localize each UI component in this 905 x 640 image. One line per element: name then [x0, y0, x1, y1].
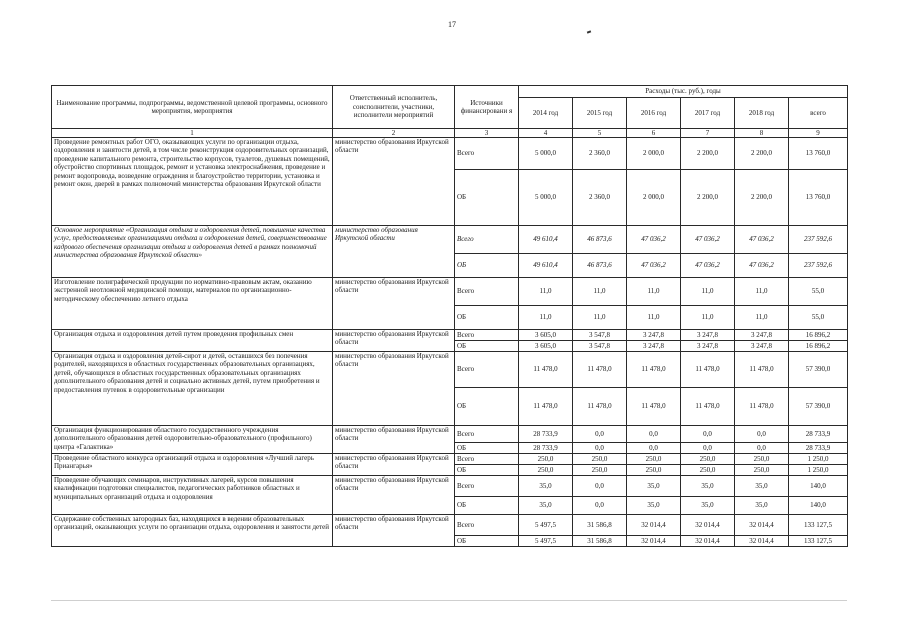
- year-value: 3 247,8: [681, 330, 735, 341]
- year-value: 32 014,4: [735, 515, 789, 536]
- year-value: 3 247,8: [627, 341, 681, 352]
- year-value: 11,0: [681, 306, 735, 330]
- year-value: 28 733,9: [519, 443, 573, 454]
- funding-source: Всего: [455, 426, 519, 443]
- measure-executor: министерство образования Иркутской области: [333, 515, 455, 547]
- total-value: 13 760,0: [789, 138, 848, 170]
- funding-source: ОБ: [455, 536, 519, 547]
- year-value: 11,0: [573, 306, 627, 330]
- table-row: [52, 352, 848, 388]
- funding-source: Всего: [455, 454, 519, 465]
- funding-source: Всего: [455, 476, 519, 497]
- column-number: 4: [519, 129, 573, 138]
- total-value: 57 390,0: [789, 388, 848, 426]
- year-value: 11 478,0: [681, 352, 735, 388]
- year-value: 250,0: [627, 454, 681, 465]
- year-value: 3 547,8: [573, 330, 627, 341]
- year-value: 11 478,0: [735, 388, 789, 426]
- page-number: 17: [448, 20, 456, 29]
- header-year: 2016 год: [627, 98, 681, 129]
- table-row: [52, 515, 848, 536]
- funding-source: ОБ: [455, 388, 519, 426]
- header-source: Источники финансировани я: [455, 86, 519, 129]
- measure-name: Основное мероприятие «Организация отдыха и оздоровления детей, повышение качества услуг, предоставляемых организациями отдыха и оздоровления детей, совершенствование кадрового обеспечения организации отдыха и оздоровления детей в рамках полномочий министерства образования Иркутской области»: [52, 226, 333, 278]
- year-value: 32 014,4: [627, 515, 681, 536]
- year-value: 11,0: [681, 278, 735, 306]
- total-value: 133 127,5: [789, 536, 848, 547]
- measure-name: Содержание собственных загородных баз, находящихся в ведении образовательных организаций, оказывающих услуги по организации отдыха, оздоровления и занятости детей: [52, 515, 333, 547]
- total-value: 1 250,0: [789, 454, 848, 465]
- year-value: 47 036,2: [627, 254, 681, 278]
- year-value: 2 360,0: [573, 170, 627, 226]
- funding-source: Всего: [455, 138, 519, 170]
- total-value: 1 250,0: [789, 465, 848, 476]
- year-value: 250,0: [573, 465, 627, 476]
- measure-name: Проведение областного конкурса организаций отдыха и оздоровления «Лучший лагерь Приангарья»: [52, 454, 333, 476]
- column-number: 9: [789, 129, 848, 138]
- year-value: 11 478,0: [573, 352, 627, 388]
- year-value: 47 036,2: [681, 226, 735, 254]
- measure-name: Проведение обучающих семинаров, инструктивных лагерей, курсов повышения квалификации подготовки специалистов, педагогических работников областных и муниципальных организаций отдыха и оздоровления: [52, 476, 333, 515]
- year-value: 0,0: [627, 426, 681, 443]
- funding-source: Всего: [455, 330, 519, 341]
- year-value: 3 247,8: [735, 341, 789, 352]
- total-value: 28 733,9: [789, 443, 848, 454]
- year-value: 250,0: [735, 454, 789, 465]
- page-bottom-line: [51, 600, 847, 601]
- total-value: 55,0: [789, 306, 848, 330]
- table-body: [52, 138, 848, 547]
- year-value: 0,0: [681, 426, 735, 443]
- year-value: 47 036,2: [627, 226, 681, 254]
- measure-executor: министерство образования Иркутской области: [333, 330, 455, 352]
- year-value: 32 014,4: [681, 536, 735, 547]
- year-value: 35,0: [627, 476, 681, 497]
- year-value: 47 036,2: [681, 254, 735, 278]
- year-value: 0,0: [627, 443, 681, 454]
- year-value: 11 478,0: [519, 352, 573, 388]
- year-value: 0,0: [735, 426, 789, 443]
- funding-source: ОБ: [455, 497, 519, 515]
- year-value: 250,0: [573, 454, 627, 465]
- year-value: 250,0: [681, 454, 735, 465]
- year-value: 3 247,8: [681, 341, 735, 352]
- table-row: [52, 330, 848, 341]
- measure-name: Организация функционирования областного государственного учреждения дополнительного образования детей оздоровительно-образовательного (профильного) центра «Галактика»: [52, 426, 333, 454]
- funding-source: Всего: [455, 515, 519, 536]
- column-number: 1: [52, 129, 333, 138]
- table-header: [52, 86, 848, 138]
- table-row: [52, 476, 848, 497]
- year-value: 11,0: [519, 306, 573, 330]
- year-value: 11 478,0: [573, 388, 627, 426]
- year-value: 0,0: [573, 476, 627, 497]
- total-value: 16 896,2: [789, 341, 848, 352]
- column-number: 7: [681, 129, 735, 138]
- funding-source: Всего: [455, 226, 519, 254]
- funding-source: ОБ: [455, 443, 519, 454]
- header-total: всего: [789, 98, 848, 129]
- year-value: 35,0: [627, 497, 681, 515]
- year-value: 3 247,8: [735, 330, 789, 341]
- total-value: 237 592,6: [789, 226, 848, 254]
- year-value: 35,0: [681, 476, 735, 497]
- year-value: 2 000,0: [627, 170, 681, 226]
- table-row: [52, 138, 848, 170]
- year-value: 5 497,5: [519, 515, 573, 536]
- funding-source: Всего: [455, 278, 519, 306]
- table-row: [52, 278, 848, 306]
- year-value: 250,0: [519, 465, 573, 476]
- year-value: 11,0: [573, 278, 627, 306]
- year-value: 11,0: [627, 306, 681, 330]
- year-value: 11,0: [627, 278, 681, 306]
- year-value: 2 360,0: [573, 138, 627, 170]
- table-row: [52, 226, 848, 254]
- table-row: [52, 426, 848, 443]
- funding-source: ОБ: [455, 341, 519, 352]
- year-value: 250,0: [519, 454, 573, 465]
- total-value: 28 733,9: [789, 426, 848, 443]
- year-value: 3 605,0: [519, 341, 573, 352]
- table-row: [52, 454, 848, 465]
- header-expenses: Расходы (тыс. руб.), годы: [519, 86, 848, 98]
- column-numbers-row: [52, 129, 848, 138]
- year-value: 35,0: [681, 497, 735, 515]
- scan-speck: [587, 30, 591, 33]
- year-value: 0,0: [573, 497, 627, 515]
- total-value: 237 592,6: [789, 254, 848, 278]
- year-value: 49 610,4: [519, 226, 573, 254]
- year-value: 11,0: [735, 306, 789, 330]
- year-value: 0,0: [573, 443, 627, 454]
- measure-executor: министерство образования Иркутской области: [333, 352, 455, 426]
- total-value: 140,0: [789, 476, 848, 497]
- year-value: 32 014,4: [627, 536, 681, 547]
- total-value: 133 127,5: [789, 515, 848, 536]
- year-value: 32 014,4: [735, 536, 789, 547]
- year-value: 0,0: [573, 426, 627, 443]
- year-value: 250,0: [735, 465, 789, 476]
- year-value: 2 200,0: [735, 170, 789, 226]
- year-value: 3 605,0: [519, 330, 573, 341]
- column-number: 6: [627, 129, 681, 138]
- year-value: 46 873,6: [573, 226, 627, 254]
- year-value: 35,0: [735, 497, 789, 515]
- year-value: 250,0: [627, 465, 681, 476]
- year-value: 11 478,0: [627, 352, 681, 388]
- year-value: 28 733,9: [519, 426, 573, 443]
- year-value: 2 200,0: [681, 170, 735, 226]
- column-number: 8: [735, 129, 789, 138]
- funding-source: ОБ: [455, 465, 519, 476]
- year-value: 35,0: [735, 476, 789, 497]
- total-value: 55,0: [789, 278, 848, 306]
- year-value: 11 478,0: [519, 388, 573, 426]
- header-executor: Ответственный исполнитель, соисполнители, участники, исполнители мероприятий: [333, 86, 455, 129]
- header-year: 2014 год: [519, 98, 573, 129]
- header-year: 2015 год: [573, 98, 627, 129]
- measure-name: Организация отдыха и оздоровления детей-сирот и детей, оставшихся без попечения родителей, находящихся в областных государственных образовательных организациях, детей, обучающихся в областных государственных образовательных организациях дополнительного образования детей и социально активных детей, путем приобретения и предоставления путевок в оздоровительные организации: [52, 352, 333, 426]
- total-value: 16 896,2: [789, 330, 848, 341]
- column-number: 3: [455, 129, 519, 138]
- year-value: 47 036,2: [735, 226, 789, 254]
- year-value: 2 200,0: [681, 138, 735, 170]
- year-value: 32 014,4: [681, 515, 735, 536]
- year-value: 11 478,0: [681, 388, 735, 426]
- column-number: 2: [333, 129, 455, 138]
- year-value: 3 247,8: [627, 330, 681, 341]
- measure-executor: министерство образования Иркутской области: [333, 278, 455, 330]
- year-value: 0,0: [681, 443, 735, 454]
- header-name: Наименование программы, подпрограммы, ведомственной целевой программы, основного мероприятия, мероприятия: [52, 86, 333, 129]
- year-value: 0,0: [735, 443, 789, 454]
- year-value: 11 478,0: [735, 352, 789, 388]
- total-value: 57 390,0: [789, 352, 848, 388]
- measure-name: Организация отдыха и оздоровления детей путем проведения профильных смен: [52, 330, 333, 352]
- year-value: 31 586,8: [573, 515, 627, 536]
- year-value: 11 478,0: [627, 388, 681, 426]
- header-year: 2018 год: [735, 98, 789, 129]
- year-value: 2 000,0: [627, 138, 681, 170]
- measure-name: Изготовление полиграфической продукции по нормативно-правовым актам, оказанию экстренной неотложной медицинской помощи, материалов по организационно-методическому обеспечению летнего отдыха: [52, 278, 333, 330]
- year-value: 3 547,8: [573, 341, 627, 352]
- year-value: 5 497,5: [519, 536, 573, 547]
- measure-executor: министерство образования Иркутской области: [333, 454, 455, 476]
- funding-source: Всего: [455, 352, 519, 388]
- measure-executor: министерство образования Иркутской области: [333, 138, 455, 226]
- funding-source: ОБ: [455, 170, 519, 226]
- total-value: 140,0: [789, 497, 848, 515]
- year-value: 5 000,0: [519, 138, 573, 170]
- year-value: 11,0: [519, 278, 573, 306]
- year-value: 35,0: [519, 497, 573, 515]
- year-value: 49 610,4: [519, 254, 573, 278]
- column-number: 5: [573, 129, 627, 138]
- year-value: 2 200,0: [735, 138, 789, 170]
- header-year: 2017 год: [681, 98, 735, 129]
- year-value: 250,0: [681, 465, 735, 476]
- measure-executor: министерство образования Иркутской области: [333, 476, 455, 515]
- funding-source: ОБ: [455, 306, 519, 330]
- year-value: 46 873,6: [573, 254, 627, 278]
- funding-source: ОБ: [455, 254, 519, 278]
- budget-table: [51, 85, 848, 547]
- year-value: 31 586,8: [573, 536, 627, 547]
- measure-name: Проведение ремонтных работ ОГО, оказывающих услуги по организации отдыха, оздоровления и занятости детей, в том числе реконструкция оздоровительных организаций, проведение капитального ремонта, строительство корпусов, туалетов, душевых помещений, обустройство спортивных площадок, ремонт и установка электроснабжения, проведение и ремонт водопровода, возведение ограждения и благоустройство территории, установка и ремонт окон, дверей в рамках полномочий министерства образования Иркутской области: [52, 138, 333, 226]
- year-value: 5 000,0: [519, 170, 573, 226]
- year-value: 47 036,2: [735, 254, 789, 278]
- measure-executor: министерство образования Иркутской области: [333, 426, 455, 454]
- year-value: 35,0: [519, 476, 573, 497]
- year-value: 11,0: [735, 278, 789, 306]
- measure-executor: министерство образования Иркутской области: [333, 226, 455, 278]
- total-value: 13 760,0: [789, 170, 848, 226]
